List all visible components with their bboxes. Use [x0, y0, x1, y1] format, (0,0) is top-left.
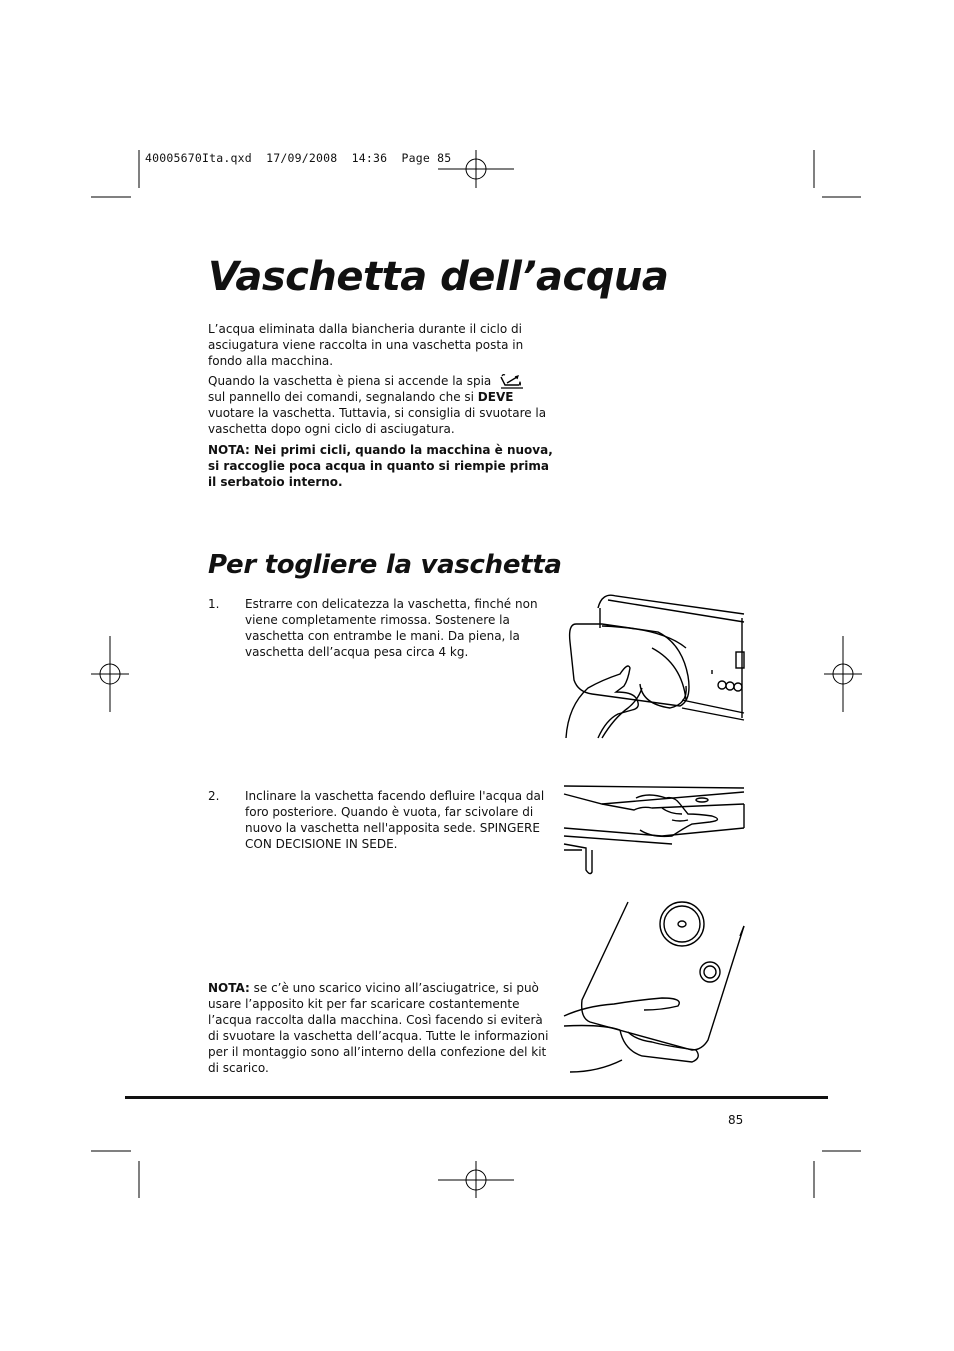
- intro-nota: NOTA: Nei primi cicli, quando la macchina è nuova, si raccoglie poca acqua in quanto si riempie prima il serbatoio interno.: [208, 443, 553, 489]
- step-2-text: Inclinare la vaschetta facendo defluire l'acqua dal foro posteriore. Quando è vuota, far scivolare di nuovo la vaschetta nell'apposita sede. SPINGERE CON DECISIONE IN SEDE.: [245, 789, 545, 851]
- registration-mark-icon: [438, 1161, 514, 1198]
- water-tank-indicator-icon: [499, 373, 525, 389]
- registration-mark-icon: [91, 636, 129, 712]
- registration-mark-icon: [824, 636, 862, 712]
- intro-text-after: vuotare la vaschetta. Tuttavia, si consiglia di svuotare la vaschetta dopo ogni ciclo di asciugatura.: [208, 406, 547, 436]
- footer-rule: [125, 1096, 828, 1099]
- nota-text: se c’è uno scarico vicino all’asciugatrice, si può usare l’apposito kit per far scaricare costantemente l’acqua raccolta dalla macchina. Così facendo si eviterà di svuotare la vaschetta dell’acqua. Tutte le informazioni per il montaggio sono all’interno della confezione del kit di scarico.: [208, 981, 549, 1075]
- intro-paragraph-2: [208, 373, 553, 437]
- file-slug: 40005670Ita.qxd 17/09/2008 14:36 Page 85: [145, 151, 452, 165]
- page-number: 85: [728, 1113, 744, 1127]
- nota-label: NOTA:: [208, 981, 250, 995]
- step-1-number: 1.: [208, 597, 220, 611]
- intro-text-line2: sul pannello dei comandi, segnalando che si: [208, 390, 478, 404]
- illustration-slide-tank: [562, 780, 746, 876]
- illustration-carry-tank: [562, 900, 746, 1084]
- page-title: Vaschetta dell’acqua: [208, 254, 669, 300]
- illustration-remove-tank: [562, 588, 746, 740]
- intro-emphasis-deve: DEVE: [477, 390, 514, 404]
- intro-text-before-icon: Quando la vaschetta è piena si accende la spia: [208, 374, 492, 388]
- section-subtitle: Per togliere la vaschetta: [208, 550, 562, 580]
- step-2-number: 2.: [208, 789, 220, 803]
- step-1-text: Estrarre con delicatezza la vaschetta, finché non viene completamente rimossa. Sostenere la vaschetta con entrambe le mani. Da piena, la vaschetta dell’acqua pesa circa 4 kg.: [245, 597, 538, 659]
- intro-paragraph-1: L’acqua eliminata dalla biancheria durante il ciclo di asciugatura viene raccolta in una vaschetta posta in fondo alla macchina.: [208, 322, 524, 368]
- nota-drain-kit: [208, 980, 553, 1076]
